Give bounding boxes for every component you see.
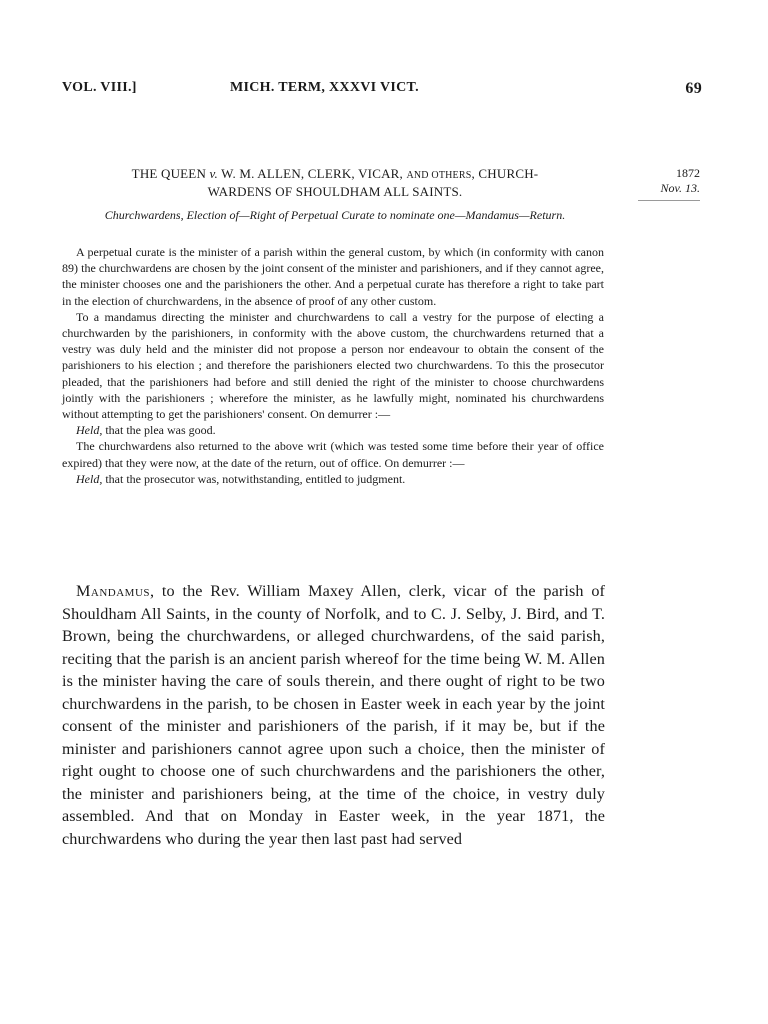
- body-paragraph-text: , to the Rev. William Maxey Allen, clerk, vicar of the parish of Shouldham All Saints, in the county of Norfolk, and to C. J. Selby, J. Bird, and T. Brown, being the churchwardens, or alleged churchwardens, of the said parish, reciting that the parish is an ancient parish whereof for the time being W. M. Allen is the minister having the care of souls therein, and there ought of right to be two churchwardens in the parish, to be chosen in Easter week in each year by the joint consent of the minister and parishioners of the parish, if it may be, but if the minister and parishioners cannot agree upon such a choice, then the minister of right ought to choose one of such churchwardens and the parishioners the other, the minister and parishioners being, at the time of the choice, in vestry duly assembled. And that on Monday in Easter week, in the year 1871, the churchwardens who during the year then last past had served: [62, 582, 605, 848]
- headnote: [62, 244, 604, 487]
- running-head: [62, 80, 702, 100]
- headnote-para-3: The churchwardens also returned to the above writ (which was tested some time before their year of office expired) that they were now, at the date of the return, out of office. On demurrer :—: [62, 439, 604, 470]
- margin-date-note: [618, 166, 700, 201]
- headnote-para-2: To a mandamus directing the minister and churchwardens to call a vestry for the purpose of electing a churchwarden by the parishioners, in conformity with the above custom, the churchwardens returned that a vestry was duly held and the minister did not propose a person nor endeavour to obtain the consent of the parishioners to his election ; and therefore the parishioners elected two churchwardens. To this the prosecutor pleaded, that the parishioners had before and still denied the right of the minister to choose churchwardens jointly with the parishioners ; wherefore the minister, as he lawfully might, nominated his churchwardens without attempting to get the parishioners' consent. On demurrer :—: [62, 309, 604, 422]
- headnote-held-1: [62, 422, 604, 438]
- volume-label: VOL. VIII.]: [62, 80, 137, 95]
- case-title-line2: WARDENS OF SHOULDHAM ALL SAINTS.: [207, 184, 463, 199]
- margin-year: 1872: [676, 166, 700, 180]
- case-title-part1: THE QUEEN: [131, 166, 210, 181]
- page-number: 69: [685, 80, 702, 97]
- term-label: MICH. TERM, XXXVI VICT.: [230, 80, 419, 95]
- margin-date: Nov. 13.: [660, 181, 700, 195]
- held-label: Held,: [76, 471, 103, 486]
- body-paragraph: [62, 580, 605, 850]
- headnote-held-2: [62, 471, 604, 487]
- case-title-part2: W. M. ALLEN, CLERK, VICAR,: [217, 166, 407, 181]
- case-title-and-others: AND OTHERS: [406, 170, 472, 181]
- catchwords: Churchwardens, Election of—Right of Perpetual Curate to nominate one—Mandamus—Return.: [104, 208, 566, 222]
- held-text: that the prosecutor was, notwithstanding, entitled to judgment.: [102, 471, 406, 486]
- case-title-versus: v.: [209, 166, 218, 181]
- lead-word: Mandamus: [76, 582, 151, 600]
- body-text: [62, 580, 605, 850]
- held-label: Held,: [76, 423, 103, 438]
- margin-rule: [638, 200, 700, 201]
- headnote-para-1: A perpetual curate is the minister of a parish within the general custom, by which (in conformity with canon 89) the churchwardens are chosen by the joint consent of the minister and parishioners, and if they cannot agree, the minister chooses one and the parishioners the other. And a perpetual curate has therefore a right to take part in the election of churchwardens, in the absence of proof of any other custom.: [62, 245, 604, 308]
- case-title: [62, 166, 608, 200]
- case-title-part3: , CHURCH-: [471, 166, 539, 181]
- held-text: that the plea was good.: [102, 423, 216, 438]
